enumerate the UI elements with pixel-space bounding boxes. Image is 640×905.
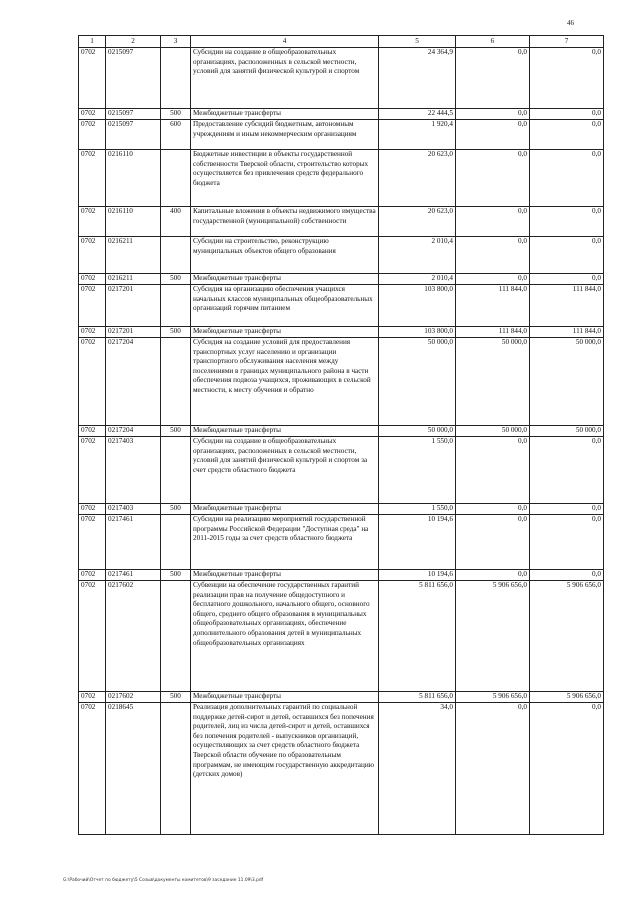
code-section-cell: 0702 [79, 570, 106, 581]
amount-col7-cell: 0,0 [530, 48, 604, 109]
code-type-cell [161, 150, 191, 207]
amount-col5-cell: 103 800,0 [379, 285, 456, 327]
description-cell: Субсидии на строительство, реконструкцию муниципальных объектов общего образования [191, 237, 379, 274]
code-section-cell: 0702 [79, 109, 106, 120]
description-cell: Межбюджетные трансферты [191, 570, 379, 581]
amount-col7-cell: 0,0 [530, 515, 604, 570]
amount-col6-cell: 111 844,0 [456, 327, 530, 338]
table-row [79, 426, 604, 437]
header-cell: 4 [191, 36, 379, 48]
code-type-cell: 500 [161, 327, 191, 338]
header-cell: 5 [379, 36, 456, 48]
code-type-cell: 500 [161, 109, 191, 120]
amount-col6-cell: 0,0 [456, 504, 530, 515]
amount-col6-cell: 0,0 [456, 48, 530, 109]
description-cell: Межбюджетные трансферты [191, 504, 379, 515]
code-target-cell: 0217461 [106, 515, 161, 570]
description-cell: Субвенции на обеспечение государственных гарантий реализации прав на получение общедоступного и бесплатного дошкольного, начального общего, основного общего, среднего общего образования в муниципальных общеобразовательных организациях, обеспечение дополнительного образования детей в муниципальных общеобразовательных организациях [191, 581, 379, 692]
amount-col7-cell: 50 000,0 [530, 426, 604, 437]
amount-col6-cell: 0,0 [456, 515, 530, 570]
description-cell: Межбюджетные трансферты [191, 274, 379, 285]
budget-table [78, 35, 604, 835]
code-type-cell [161, 703, 191, 835]
amount-col5-cell: 2 010,4 [379, 274, 456, 285]
amount-col5-cell: 5 811 656,0 [379, 581, 456, 692]
amount-col5-cell: 5 811 656,0 [379, 692, 456, 703]
header-cell: 6 [456, 36, 530, 48]
description-cell: Субсидия на организацию обеспечения учащихся начальных классов муниципальных общеобразовательных организаций горячим питанием [191, 285, 379, 327]
code-section-cell: 0702 [79, 581, 106, 692]
amount-col7-cell: 5 906 656,0 [530, 692, 604, 703]
table-row [79, 437, 604, 504]
code-target-cell: 0217403 [106, 437, 161, 504]
amount-col6-cell: 0,0 [456, 570, 530, 581]
code-type-cell [161, 48, 191, 109]
amount-col7-cell: 0,0 [530, 570, 604, 581]
description-cell: Межбюджетные трансферты [191, 327, 379, 338]
table-row [79, 109, 604, 120]
code-section-cell: 0702 [79, 426, 106, 437]
amount-col5-cell: 20 623,0 [379, 150, 456, 207]
code-target-cell: 0215097 [106, 120, 161, 150]
description-cell: Межбюджетные трансферты [191, 692, 379, 703]
table-row [79, 274, 604, 285]
code-section-cell: 0702 [79, 274, 106, 285]
table-row [79, 327, 604, 338]
amount-col5-cell: 10 194,6 [379, 570, 456, 581]
header-cell: 7 [530, 36, 604, 48]
amount-col6-cell: 0,0 [456, 237, 530, 274]
code-section-cell: 0702 [79, 504, 106, 515]
header-cell: 2 [106, 36, 161, 48]
code-target-cell: 0217201 [106, 327, 161, 338]
code-target-cell: 0215097 [106, 109, 161, 120]
table-row [79, 207, 604, 237]
amount-col6-cell: 50 000,0 [456, 338, 530, 426]
code-target-cell: 0218645 [106, 703, 161, 835]
code-section-cell: 0702 [79, 703, 106, 835]
code-target-cell: 0215097 [106, 48, 161, 109]
code-target-cell: 0216110 [106, 207, 161, 237]
amount-col5-cell: 50 000,0 [379, 426, 456, 437]
file-path-footer: G:\Рабочий\Отчет по бюджету\5 Созыв\документы комитетов\9 заседание 11.09\3.pdf [63, 878, 264, 883]
description-cell: Субсидии на создание в общеобразовательных организациях, расположенных в сельской местности, условий для занятий физической культурой и спортом [191, 48, 379, 109]
code-type-cell [161, 285, 191, 327]
amount-col5-cell: 1 550,0 [379, 437, 456, 504]
code-type-cell: 500 [161, 274, 191, 285]
amount-col6-cell: 0,0 [456, 109, 530, 120]
code-target-cell: 0217201 [106, 285, 161, 327]
amount-col5-cell: 2 010,4 [379, 237, 456, 274]
amount-col5-cell: 20 623,0 [379, 207, 456, 237]
table-row [79, 120, 604, 150]
amount-col5-cell: 1 920,4 [379, 120, 456, 150]
table-row [79, 515, 604, 570]
table-header-row [79, 36, 604, 48]
code-target-cell: 0217602 [106, 692, 161, 703]
description-cell: Субсидии на создание в общеобразовательных организациях, расположенных в сельской местности, условий для занятий физической культурой и спортом за счет средств областного бюджета [191, 437, 379, 504]
code-section-cell: 0702 [79, 237, 106, 274]
amount-col6-cell: 0,0 [456, 437, 530, 504]
description-cell: Реализация дополнительных гарантий по социальной поддержке детей-сирот и детей, оставшихся без попечения родителей, лиц из числа детей-сирот и детей, оставшихся без попечения родителей - выпускников организаций, осуществляющих за счет средств областного бюджета Тверской области обучение по образовательным программам, не имеющим государственную аккредитацию (детских домов) [191, 703, 379, 835]
code-section-cell: 0702 [79, 692, 106, 703]
amount-col6-cell: 0,0 [456, 120, 530, 150]
description-cell: Бюджетные инвестиции в объекты государственной собственности Тверской области, строительство которых осуществляется без привлечения средств федерального бюджета [191, 150, 379, 207]
amount-col7-cell: 0,0 [530, 703, 604, 835]
header-cell: 3 [161, 36, 191, 48]
amount-col7-cell: 5 906 656,0 [530, 581, 604, 692]
code-target-cell: 0217602 [106, 581, 161, 692]
description-cell: Субсидия на создание условий для предоставления транспортных услуг населению и организации транспортного обслуживания населения между поселениями в границах муниципального района в части обеспечения подвоза учащихся, проживающих в сельской местности, к месту обучения и обратно [191, 338, 379, 426]
code-target-cell: 0217403 [106, 504, 161, 515]
description-cell: Капитальные вложения в объекты недвижимого имущества государственной (муниципальной) собственности [191, 207, 379, 237]
code-type-cell: 400 [161, 207, 191, 237]
amount-col7-cell: 0,0 [530, 120, 604, 150]
table-row [79, 581, 604, 692]
amount-col5-cell: 24 364,9 [379, 48, 456, 109]
description-cell: Предоставление субсидий бюджетным, автономным учреждениям и иным некоммерческим организациям [191, 120, 379, 150]
amount-col7-cell: 0,0 [530, 274, 604, 285]
code-type-cell [161, 515, 191, 570]
amount-col7-cell: 0,0 [530, 150, 604, 207]
code-type-cell [161, 581, 191, 692]
amount-col7-cell: 0,0 [530, 237, 604, 274]
table-row [79, 285, 604, 327]
code-type-cell: 500 [161, 504, 191, 515]
code-type-cell [161, 338, 191, 426]
amount-col6-cell: 50 000,0 [456, 426, 530, 437]
code-section-cell: 0702 [79, 437, 106, 504]
amount-col5-cell: 10 194,6 [379, 515, 456, 570]
code-section-cell: 0702 [79, 120, 106, 150]
amount-col7-cell: 0,0 [530, 437, 604, 504]
table-row [79, 703, 604, 835]
header-cell: 1 [79, 36, 106, 48]
code-target-cell: 0216211 [106, 237, 161, 274]
code-type-cell [161, 437, 191, 504]
amount-col6-cell: 0,0 [456, 703, 530, 835]
description-cell: Субсидии на реализацию мероприятий государственной программы Российской Федерации "Доступная среда" на 2011-2015 годы за счет средств областного бюджета [191, 515, 379, 570]
code-target-cell: 0217461 [106, 570, 161, 581]
table-row [79, 338, 604, 426]
amount-col6-cell: 0,0 [456, 207, 530, 237]
table-row [79, 237, 604, 274]
code-section-cell: 0702 [79, 150, 106, 207]
code-type-cell: 600 [161, 120, 191, 150]
amount-col7-cell: 111 844,0 [530, 285, 604, 327]
code-section-cell: 0702 [79, 207, 106, 237]
amount-col5-cell: 103 800,0 [379, 327, 456, 338]
amount-col6-cell: 5 906 656,0 [456, 581, 530, 692]
amount-col7-cell: 111 844,0 [530, 327, 604, 338]
code-target-cell: 0216211 [106, 274, 161, 285]
amount-col7-cell: 0,0 [530, 109, 604, 120]
amount-col7-cell: 50 000,0 [530, 338, 604, 426]
table-row [79, 570, 604, 581]
description-cell: Межбюджетные трансферты [191, 426, 379, 437]
code-section-cell: 0702 [79, 338, 106, 426]
amount-col5-cell: 1 550,0 [379, 504, 456, 515]
amount-col6-cell: 111 844,0 [456, 285, 530, 327]
code-target-cell: 0217204 [106, 426, 161, 437]
amount-col5-cell: 22 444,5 [379, 109, 456, 120]
page-number: 46 [567, 19, 574, 27]
table-row [79, 48, 604, 109]
code-type-cell: 500 [161, 692, 191, 703]
table-row [79, 504, 604, 515]
code-target-cell: 0217204 [106, 338, 161, 426]
code-section-cell: 0702 [79, 515, 106, 570]
code-section-cell: 0702 [79, 285, 106, 327]
amount-col6-cell: 0,0 [456, 274, 530, 285]
code-type-cell: 500 [161, 570, 191, 581]
code-type-cell [161, 237, 191, 274]
amount-col7-cell: 0,0 [530, 207, 604, 237]
code-target-cell: 0216110 [106, 150, 161, 207]
code-type-cell: 500 [161, 426, 191, 437]
table-row [79, 692, 604, 703]
amount-col5-cell: 50 000,0 [379, 338, 456, 426]
table-row [79, 150, 604, 207]
amount-col5-cell: 34,0 [379, 703, 456, 835]
amount-col7-cell: 0,0 [530, 504, 604, 515]
amount-col6-cell: 5 906 656,0 [456, 692, 530, 703]
code-section-cell: 0702 [79, 48, 106, 109]
description-cell: Межбюджетные трансферты [191, 109, 379, 120]
code-section-cell: 0702 [79, 327, 106, 338]
amount-col6-cell: 0,0 [456, 150, 530, 207]
